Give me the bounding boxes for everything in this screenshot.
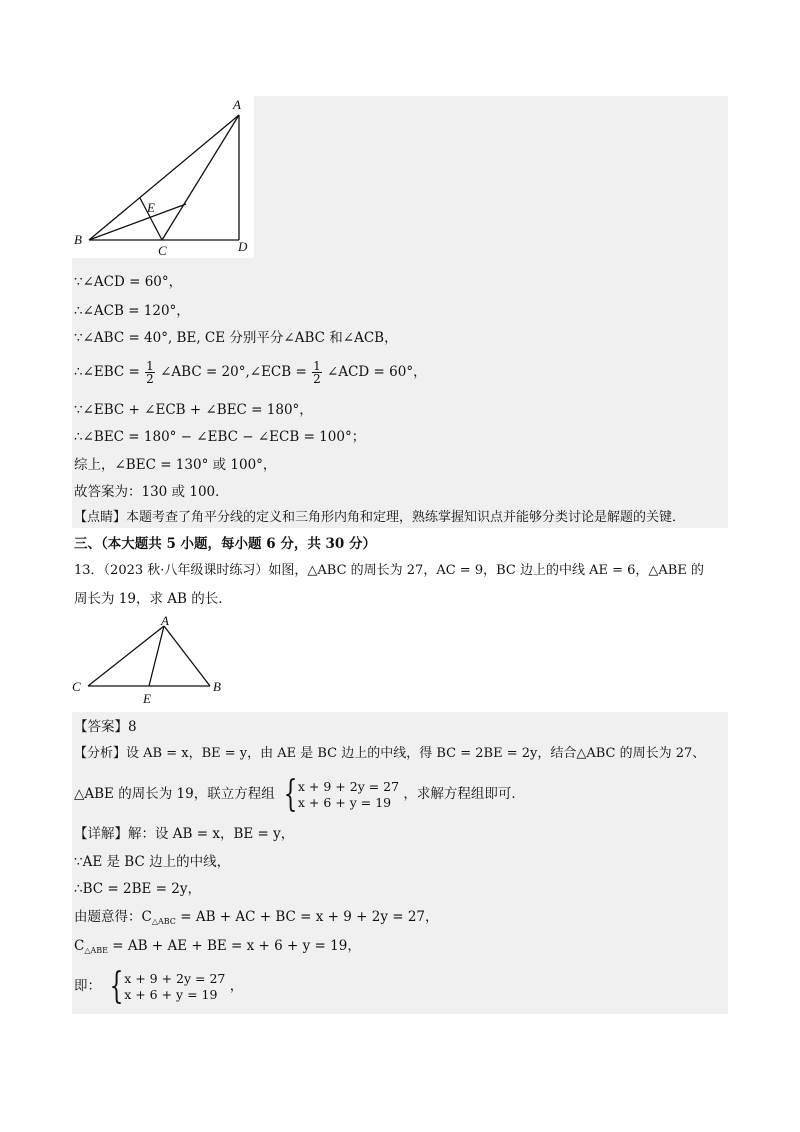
triangle-figure-1 <box>72 96 254 258</box>
analysis-line-1: 【分析】设 AB = x，BE = y，由 AE 是 BC 边上的中线，得 BC = 2BE = 2y，结合△ABC 的周长为 27、 <box>74 746 706 761</box>
solution-line-3 <box>74 329 398 347</box>
problem-13-line-1: 13．（2023 秋·八年级课时练习）如图，△ABC 的周长为 27，AC = 9，BC 边上的中线 AE = 6，△ABE 的 <box>74 563 704 578</box>
solution-line-8: 故答案为：130 或 100． <box>74 484 229 500</box>
equation-system-1: { x + 9 + 2y = 27 x + 6 + y = 19 <box>283 773 400 815</box>
analysis-19: 19 <box>176 786 194 802</box>
fraction-half-2: $\frac{1}{2}$ <box>313 359 321 386</box>
problem-13-line-2: 周长为 19，求 AB 的长． <box>74 591 232 607</box>
label-a: A <box>233 97 241 112</box>
section-header: 三、（本大题共 5 小题，每小题 6 分，共 30 分） <box>74 536 377 552</box>
analysis-perimeter-text: 的周长为 <box>113 786 177 802</box>
solution-line-5: ∵∠EBC + ∠ECB + ∠BEC = 180°， <box>74 402 313 418</box>
label-c: C <box>72 679 81 694</box>
solution-line-2: ∴∠ACB = 120°， <box>74 303 190 319</box>
detail-line-3: ∴BC = 2BE = 2y， <box>74 881 201 897</box>
solution-line-3b: 分别平分∠ABC 和∠ACB， <box>225 330 398 346</box>
fraction-half-1: $\frac{1}{2}$ <box>146 359 154 386</box>
solution-line-4 <box>74 357 427 387</box>
label-e: E <box>143 691 151 706</box>
key-point-note: 【点睛】本题考查了角平分线的定义和三角形内角和定理，熟练掌握知识点并能够分类讨论是解题的关键． <box>74 510 686 525</box>
solution-line-1: ∵∠ACD = 60°， <box>74 274 183 290</box>
detail-line-4: 由题意得：$C_{\triangle ABC}$ = AB + AC + BC = x + 9 + 2y = 27， <box>74 909 439 926</box>
solution-line-3a: ∵∠ABC = 40°, BE, CE <box>74 330 226 346</box>
solution-line-4a: ∴∠EBC = <box>74 364 140 380</box>
solution-line-4b: ∠ABC = 20°,∠ECB = <box>160 364 307 380</box>
analysis-system-text: ，联立方程组 <box>193 786 275 802</box>
equation-system-2: { x + 9 + 2y = 27 x + 6 + y = 19 <box>109 965 226 1007</box>
detail-line-6: 即： { x + 9 + 2y = 27 x + 6 + y = 19 ， <box>74 965 244 1007</box>
solution-line-4c: ∠ACD = 60°， <box>327 364 427 380</box>
eq2: x + 6 + y = 19 <box>124 986 218 1002</box>
eq2: x + 6 + y = 19 <box>297 794 392 810</box>
label-e: E <box>147 200 155 215</box>
triangle-figure-2 <box>68 612 238 708</box>
label-b: B <box>213 679 221 694</box>
eq1: x + 9 + 2y = 27 <box>297 778 400 794</box>
solution-line-6: ∴∠BEC = 180° − ∠EBC − ∠ECB = 100°； <box>74 429 366 445</box>
analysis-line-2 <box>74 774 525 814</box>
analysis-end: ，求解方程组即可． <box>403 786 525 802</box>
eq1: x + 9 + 2y = 27 <box>124 970 226 986</box>
detail-line-2: ∵AE 是 BC 边上的中线， <box>74 854 231 870</box>
label-a: A <box>161 613 169 628</box>
solution-line-7: 综上，∠BEC = 130° 或 100°， <box>74 457 277 473</box>
detail-line-1: 【详解】解：设 AB = x，BE = y， <box>74 826 295 842</box>
analysis-abe: △ABE <box>74 786 114 802</box>
label-c: C <box>158 243 167 258</box>
label-b: B <box>74 232 82 247</box>
label-d: D <box>238 239 248 254</box>
answer-line: 【答案】8 <box>74 719 137 735</box>
detail-line-5: $C_{\triangle ABE}$ = AB + AE + BE = x + 6 + y = 19， <box>74 938 361 955</box>
